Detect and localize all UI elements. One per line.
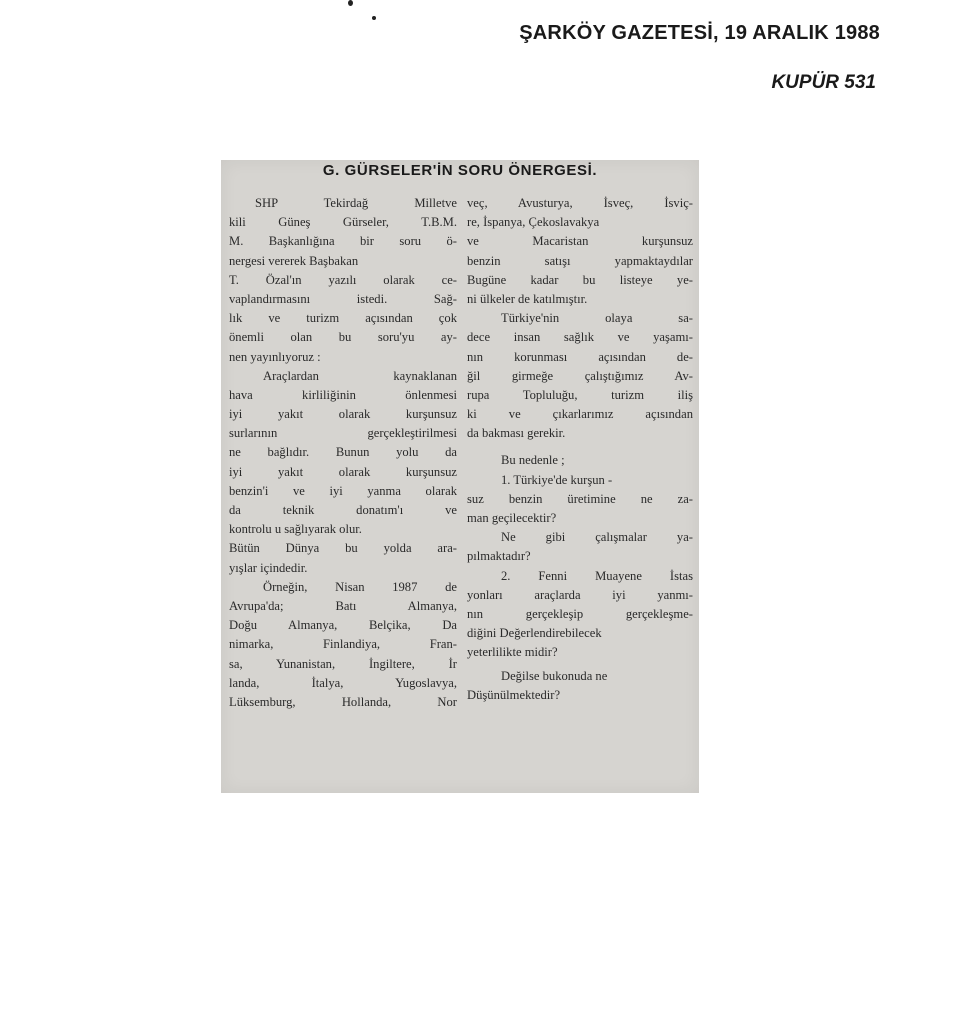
text-line: lık ve turizm açısından çok <box>229 311 457 326</box>
text-line: landa, İtalya, Yugoslavya, <box>229 675 457 690</box>
text-line: iyi yakıt olarak kurşunsuz <box>229 464 457 479</box>
text-line: ve Macaristan kurşunsuz <box>467 234 693 249</box>
text-line: yışlar içindedir. <box>229 560 308 575</box>
text-line: da bakması gerekir. <box>467 426 566 441</box>
text-line: da teknik donatım'ı ve <box>229 503 457 517</box>
text-line: Düşünülmektedir? <box>467 687 561 702</box>
text-line: nimarka, Finlandiya, Fran- <box>229 637 457 652</box>
text-line: Bütün Dünya bu yolda ara- <box>229 541 457 556</box>
newspaper-clipping <box>221 160 699 793</box>
text-line: suz benzin üretimine ne za- <box>467 491 693 506</box>
newspaper-date-header: ŞARKÖY GAZETESİ, 19 ARALIK 1988 <box>519 22 880 44</box>
ink-speck <box>348 0 353 6</box>
text-line: Ne gibi çalışmalar ya- <box>501 530 693 545</box>
text-line: Avrupa'da; Batı Almanya, <box>229 598 457 613</box>
text-line: nergesi vererek Başbakan <box>229 253 359 268</box>
text-line: benzin'i ve iyi yanma olarak <box>229 483 457 498</box>
text-line: nın korunması açısından de- <box>467 349 693 364</box>
text-line: dece insan sağlık ve yaşamı- <box>467 330 693 345</box>
text-line: kontrolu u sağlıyarak olur. <box>229 522 362 537</box>
text-line: Türkiye'nin olaya sa- <box>501 311 693 326</box>
text-line: sa, Yunanistan, İngiltere, İr <box>229 656 457 671</box>
text-line: Değilse bukonuda ne <box>501 668 608 683</box>
text-line: Araçlardan kaynaklanan <box>263 368 457 383</box>
ink-speck <box>372 16 376 20</box>
text-line: Lüksemburg, Hollanda, Nor <box>229 694 457 709</box>
text-line: T. Özal'ın yazılı olarak ce- <box>229 272 457 287</box>
text-line: Örneğin, Nisan 1987 de <box>263 579 457 594</box>
text-line: hava kirliliğinin önlenmesi <box>229 387 457 402</box>
clipping-headline: G. GÜRSELER'İN SORU ÖNERGESİ. <box>322 162 598 179</box>
text-line: surlarının gerçekleştirilmesi <box>229 426 457 441</box>
text-line: nın gerçekleşip gerçekleşme- <box>467 606 693 621</box>
text-line: benzin satışı yapmaktaydılar <box>467 253 693 268</box>
text-line: Bu nedenle ; <box>501 453 565 468</box>
text-line: pılmaktadır? <box>467 549 531 564</box>
text-line: vaplandırmasını istedi. Sağ- <box>229 291 457 306</box>
text-line: nen yayınlıyoruz : <box>229 349 321 364</box>
text-line: iyi yakıt olarak kurşunsuz <box>229 407 457 422</box>
text-line: SHP Tekirdağ Milletve <box>255 196 457 210</box>
text-line: veç, Avusturya, İsveç, İsviç- <box>467 196 693 210</box>
text-line: re, İspanya, Çekoslavakya <box>467 215 600 230</box>
text-line: yonları araçlarda iyi yanmı- <box>467 587 693 602</box>
text-line: man geçilecektir? <box>467 511 557 525</box>
text-line: ni ülkeler de katılmıştır. <box>467 291 588 306</box>
text-line: Doğu Almanya, Belçika, Da <box>229 618 457 633</box>
text-line: M. Başkanlığına bir soru ö- <box>229 234 457 249</box>
text-line: diğini Değerlendirebilecek <box>467 626 602 641</box>
text-line: Bugüne kadar bu listeye ye- <box>467 272 693 287</box>
text-line: ki ve çıkarlarımız açısından <box>467 407 693 422</box>
paragraph-gap <box>467 443 693 451</box>
text-line: ğil girmeğe çalıştığımız Av- <box>467 368 693 383</box>
left-column <box>229 194 457 712</box>
clipping-number: KUPÜR 531 <box>771 72 876 93</box>
right-column <box>467 194 693 705</box>
text-line: önemli olan bu soru'yu ay- <box>229 330 457 345</box>
text-line: 1. Türkiye'de kurşun - <box>501 472 613 487</box>
text-line: 2. Fenni Muayene İstas <box>501 568 693 583</box>
text-line: rupa Topluluğu, turizm iliş <box>467 387 693 402</box>
text-line: ne bağlıdır. Bunun yolu da <box>229 445 457 460</box>
text-line: kili Güneş Gürseler, T.B.M. <box>229 215 457 230</box>
text-line: yeterlilikte midir? <box>467 645 558 660</box>
